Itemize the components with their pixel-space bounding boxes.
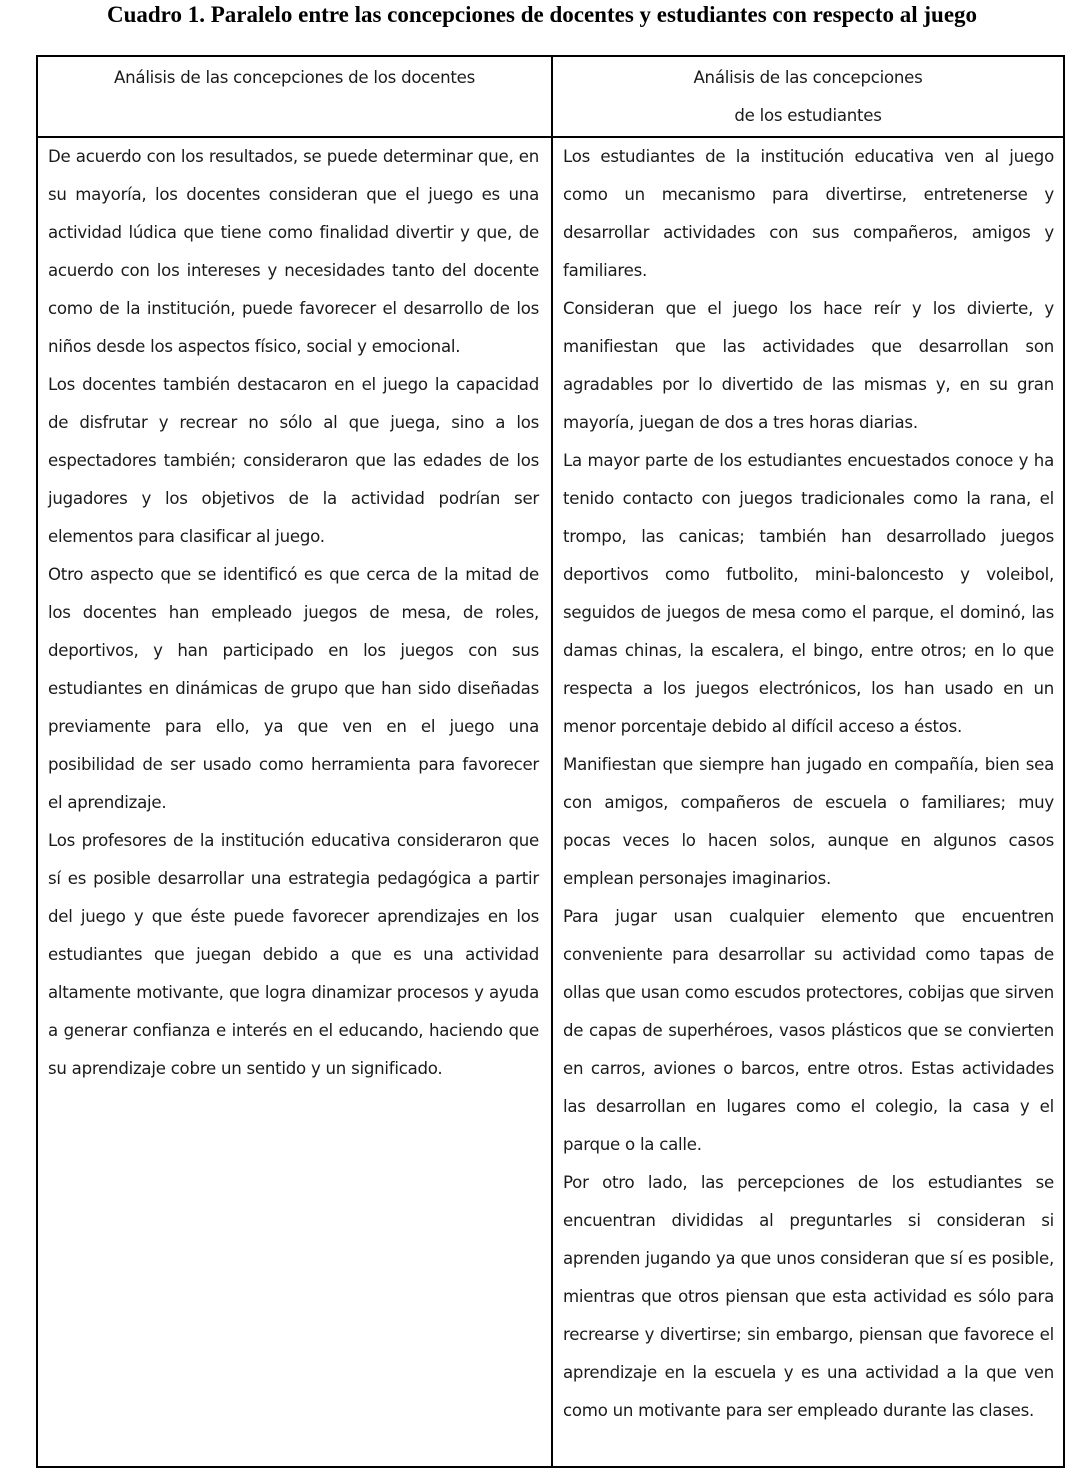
comparison-table <box>36 55 1065 1468</box>
column-estudiantes <box>563 138 1054 1430</box>
estudiantes-paragraph: Manifiestan que siempre han jugado en compañía, bien sea con amigos, compañeros de escuela o familiares; muy pocas veces lo hacen solos, aunque en algunos casos emplean personajes imaginarios. <box>563 755 1054 888</box>
estudiantes-paragraph: Consideran que el juego los hace reír y los divierte, y manifiestan que las actividades que desarrollan son agradables por lo divertido de las mismas y, en su gran mayoría, juegan de dos a tres horas diarias. <box>563 299 1054 432</box>
header-estudiantes-line1: Análisis de las concepciones <box>693 68 923 87</box>
header-docentes <box>38 57 551 136</box>
estudiantes-paragraph: Los estudiantes de la institución educativa ven al juego como un mecanismo para divertirse, entretenerse y desarrollar actividades con sus compañeros, amigos y familiares. <box>563 147 1054 280</box>
docentes-paragraph: De acuerdo con los resultados, se puede determinar que, en su mayoría, los docentes consideran que el juego es una actividad lúdica que tiene como finalidad divertir y que, de acuerdo con los intereses y necesidades tanto del docente como de la institución, puede favorecer el desarrollo de los niños desde los aspectos físico, social y emocional. <box>48 147 539 356</box>
estudiantes-paragraph: La mayor parte de los estudiantes encuestados conoce y ha tenido contacto con juegos tradicionales como la rana, el trompo, las canicas; también han desarrollado juegos deportivos como futbolito, mini-baloncesto y voleibol, seguidos de juegos de mesa como el parque, el dominó, las damas chinas, la escalera, el bingo, entre otros; en lo que respecta a los juegos electrónicos, los han usado en un menor porcentaje debido al difícil acceso a éstos. <box>563 451 1054 736</box>
header-estudiantes <box>553 57 1063 136</box>
table-caption: Cuadro 1. Paralelo entre las concepciones de docentes y estudiantes con respecto al juego <box>106 2 978 27</box>
column-divider <box>551 57 553 1466</box>
estudiantes-paragraph: Por otro lado, las percepciones de los estudiantes se encuentran divididas al preguntarles si consideran si aprenden jugando ya que unos consideran que sí es posible, mientras que otros piensan que esta actividad es sólo para recrearse y divertirse; sin embargo, piensan que favorece el aprendizaje en la escuela y es una actividad a la que ven como un motivante para ser empleado durante las clases. <box>563 1173 1054 1420</box>
docentes-paragraph: Otro aspecto que se identificó es que cerca de la mitad de los docentes han empleado juegos de mesa, de roles, deportivos, y han participado en los juegos con sus estudiantes en dinámicas de grupo que han sido diseñadas previamente para ello, ya que ven en el juego una posibilidad de ser usado como herramienta para favorecer el aprendizaje. <box>48 565 539 812</box>
docentes-paragraph: Los docentes también destacaron en el juego la capacidad de disfrutar y recrear no sólo al que juega, sino a los espectadores también; consideraron que las edades de los jugadores y los objetivos de la actividad podrían ser elementos para clasificar al juego. <box>48 375 539 546</box>
column-docentes <box>48 138 539 1088</box>
header-docentes-label: Análisis de las concepciones de los docentes <box>114 68 475 87</box>
header-estudiantes-line2: de los estudiantes <box>734 106 882 125</box>
docentes-paragraph: Los profesores de la institución educativa consideraron que sí es posible desarrollar una estrategia pedagógica a partir del juego y que éste puede favorecer aprendizajes en los estudiantes que juegan debido a que es una actividad altamente motivante, que logra dinamizar procesos y ayuda a generar confianza e interés en el educando, haciendo que su aprendizaje cobre un sentido y un significado. <box>48 831 539 1078</box>
estudiantes-paragraph: Para jugar usan cualquier elemento que encuentren conveniente para desarrollar su actividad como tapas de ollas que usan como escudos protectores, cobijas que sirven de capas de superhéroes, vasos plásticos que se convierten en carros, aviones o barcos, entre otros. Estas actividades las desarrollan en lugares como el colegio, la casa y el parque o la calle. <box>563 907 1054 1154</box>
